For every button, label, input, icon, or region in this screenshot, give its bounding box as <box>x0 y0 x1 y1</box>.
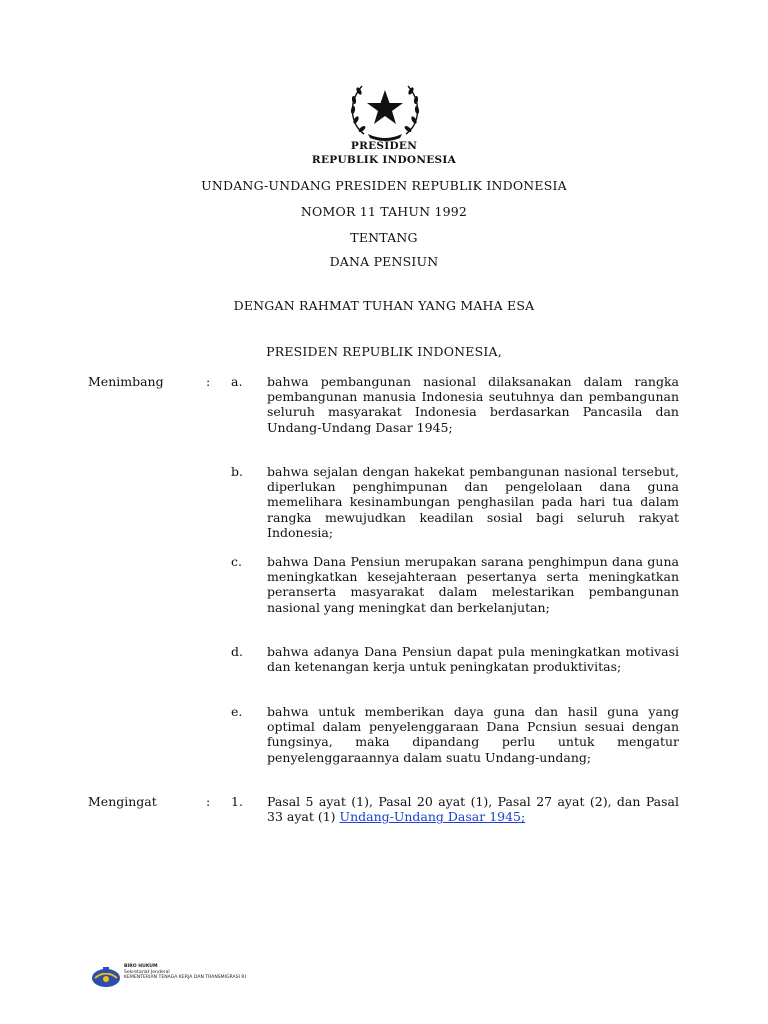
footer-text <box>124 964 246 981</box>
law-number: NOMOR 11 TAHUN 1992 <box>300 204 468 219</box>
law-about: TENTANG <box>350 230 418 245</box>
menimbang-marker-b: b. <box>231 464 243 479</box>
uud-1945-link[interactable]: Undang-Undang Dasar 1945; <box>339 809 526 825</box>
menimbang-item-a: bahwa pembangunan nasional dilaksanakan dalam rangka pembangunan manusia Indonesia seutuhnya dan pembangunan seluruh masyarakat Indonesia berdasarkan Pancasila dan Undang-Undang Dasar 1945; <box>267 374 679 435</box>
menimbang-item-d: bahwa adanya Dana Pensiun dapat pula meningkatkan motivasi dan ketenangan kerja untuk peningkatan produktivitas; <box>267 644 679 675</box>
menimbang-marker-a: a. <box>231 374 243 389</box>
header-presiden: PRESIDEN <box>350 140 418 152</box>
menimbang-label: Menimbang <box>88 374 164 389</box>
header-republik: REPUBLIK INDONESIA <box>311 154 457 166</box>
mengingat-item-1-text: Pasal 5 ayat (1), Pasal 20 ayat (1), Pasal 27 ayat (2), dan Pasal 33 ayat (1) <box>267 794 679 825</box>
menimbang-item-b: bahwa sejalan dengan hakekat pembangunan nasional tersebut, diperlukan penghimpunan dan pengelolaan dana guna memelihara kesinambungan penghasilan pada hari tua dalam rangka mewujudkan keadilan sosial bagi seluruh rakyat Indonesia; <box>267 464 679 540</box>
law-title: UNDANG-UNDANG PRESIDEN REPUBLIK INDONESIA <box>201 178 567 193</box>
president-line: PRESIDEN REPUBLIK INDONESIA, <box>266 344 502 359</box>
mengingat-marker-1: 1. <box>231 794 243 809</box>
law-subject: DANA PENSIUN <box>329 254 439 269</box>
menimbang-colon: : <box>206 374 211 389</box>
menimbang-item-e: bahwa untuk memberikan daya guna dan hasil guna yang optimal dalam penyelenggaraan Dana Pcnsiun sesuai dengan fungsinya, maka dipandang perlu untuk mengatur penyelenggaraannya dalam suatu Undang-undang; <box>267 704 679 765</box>
blessing: DENGAN RAHMAT TUHAN YANG MAHA ESA <box>233 298 535 313</box>
footer-line3: KEMENTERIAN TENAGA KERJA DAN TRANSMIGRASI RI <box>124 975 246 981</box>
mengingat-label: Mengingat <box>88 794 157 809</box>
menimbang-marker-c: c. <box>231 554 242 569</box>
footer-line2: Sekretariat Jenderal <box>124 969 170 975</box>
menimbang-marker-e: e. <box>231 704 243 719</box>
garuda-star-emblem-icon <box>342 74 428 144</box>
menimbang-marker-d: d. <box>231 644 243 659</box>
mengingat-item-1 <box>267 794 679 824</box>
menimbang-item-c: bahwa Dana Pensiun merupakan sarana penghimpun dana guna meningkatkan kesejahteraan pesertanya serta meningkatkan peranserta masyarakat dalam melestarikan pembangunan nasional yang meningkat dan berkelanjutan; <box>267 554 679 615</box>
mengingat-colon: : <box>206 794 211 809</box>
footer-line1: BIRO HUKUM <box>124 964 158 969</box>
biro-hukum-logo-icon <box>90 963 122 989</box>
